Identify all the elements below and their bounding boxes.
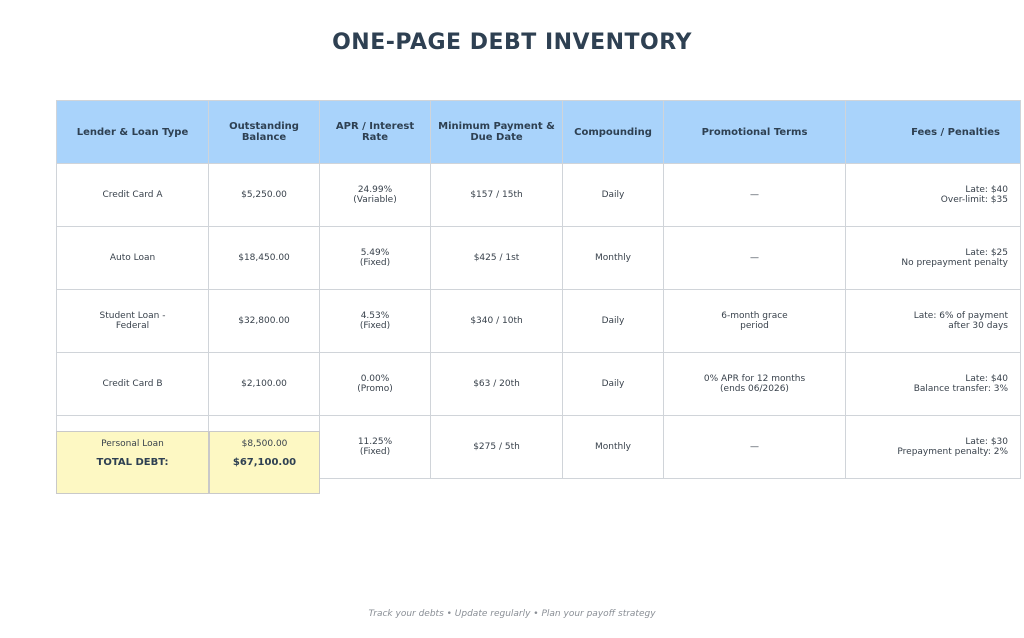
apr-note: (Variable) — [353, 195, 397, 205]
page-title: ONE-PAGE DEBT INVENTORY — [332, 30, 692, 55]
apr-rate: 4.53% — [360, 311, 390, 321]
cell-fees — [846, 353, 1021, 416]
total-debt-box — [56, 431, 320, 494]
fees-line2: Balance transfer: 3% — [913, 384, 1008, 394]
cell-fees — [846, 164, 1021, 227]
header-compounding: Compounding — [563, 101, 664, 164]
fees-line1: Late: $40 — [965, 374, 1008, 384]
cell-promo: — — [664, 164, 846, 227]
apr-note: (Promo) — [357, 384, 393, 394]
cell-fees — [846, 227, 1021, 290]
cell-promo — [664, 353, 846, 416]
cell-apr — [320, 164, 431, 227]
header-balance: Outstanding Balance — [209, 101, 320, 164]
total-value: $67,100.00 — [232, 457, 297, 468]
table-header-row — [57, 101, 1021, 164]
fees-line1: Late: $25 — [965, 248, 1008, 258]
apr-note: (Fixed) — [359, 447, 391, 457]
footer-tagline: Track your debts • Update regularly • Plan your payoff strategy — [368, 609, 656, 619]
lender-line1: Student Loan - — [99, 311, 166, 321]
cell-balance: $5,250.00 — [209, 164, 320, 227]
lender-line2: Federal — [115, 321, 150, 331]
promo-line1: 0% APR for 12 months — [703, 374, 806, 384]
cell-compounding: Daily — [563, 290, 664, 353]
cell-fees — [846, 416, 1021, 479]
cell-lender — [57, 290, 209, 353]
cell-balance: $18,450.00 — [209, 227, 320, 290]
cell-lender: Credit Card B — [57, 353, 209, 416]
promo-line1: 6-month grace — [721, 311, 788, 321]
cell-min-payment: $425 / 1st — [431, 227, 563, 290]
total-label-cell — [56, 431, 209, 494]
apr-rate: 5.49% — [360, 248, 390, 258]
cell-apr — [320, 416, 431, 479]
table-row — [57, 227, 1021, 290]
cell-lender: Auto Loan — [57, 227, 209, 290]
cell-promo — [664, 290, 846, 353]
cell-balance: $2,100.00 — [209, 353, 320, 416]
cell-min-payment: $340 / 10th — [431, 290, 563, 353]
table-row — [57, 353, 1021, 416]
promo-line2: (ends 06/2026) — [720, 384, 789, 394]
promo-line2: period — [740, 321, 769, 331]
header-promo: Promotional Terms — [664, 101, 846, 164]
header-apr: APR / Interest Rate — [320, 101, 431, 164]
cell-lender: Credit Card A — [57, 164, 209, 227]
fees-line2: Over-limit: $35 — [940, 195, 1008, 205]
apr-rate: 11.25% — [357, 437, 393, 447]
cell-compounding: Daily — [563, 353, 664, 416]
personal-loan-lender: Personal Loan — [101, 439, 164, 449]
fees-line1: Late: 6% of payment — [913, 311, 1008, 321]
cell-promo: — — [664, 227, 846, 290]
apr-note: (Fixed) — [359, 258, 391, 268]
cell-compounding: Daily — [563, 164, 664, 227]
total-value-cell — [209, 431, 320, 494]
cell-apr — [320, 227, 431, 290]
personal-loan-balance: $8,500.00 — [241, 439, 288, 449]
fees-line2: after 30 days — [948, 321, 1008, 331]
cell-min-payment: $63 / 20th — [431, 353, 563, 416]
header-fees: Fees / Penalties — [846, 101, 1021, 164]
apr-rate: 0.00% — [360, 374, 390, 384]
cell-balance: $32,800.00 — [209, 290, 320, 353]
total-label: TOTAL DEBT: — [96, 457, 169, 468]
cell-min-payment: $275 / 5th — [431, 416, 563, 479]
cell-promo: — — [664, 416, 846, 479]
cell-apr — [320, 353, 431, 416]
apr-note: (Fixed) — [359, 321, 391, 331]
table-row — [57, 164, 1021, 227]
apr-rate: 24.99% — [357, 185, 393, 195]
cell-compounding: Monthly — [563, 416, 664, 479]
header-min-payment: Minimum Payment & Due Date — [431, 101, 563, 164]
fees-line2: No prepayment penalty — [901, 258, 1008, 268]
table-row — [57, 290, 1021, 353]
cell-compounding: Monthly — [563, 227, 664, 290]
fees-line1: Late: $40 — [965, 185, 1008, 195]
cell-fees — [846, 290, 1021, 353]
cell-min-payment: $157 / 15th — [431, 164, 563, 227]
fees-line1: Late: $30 — [965, 437, 1008, 447]
debt-table — [56, 100, 1021, 479]
fees-line2: Prepayment penalty: 2% — [897, 447, 1008, 457]
header-lender: Lender & Loan Type — [57, 101, 209, 164]
cell-apr — [320, 290, 431, 353]
